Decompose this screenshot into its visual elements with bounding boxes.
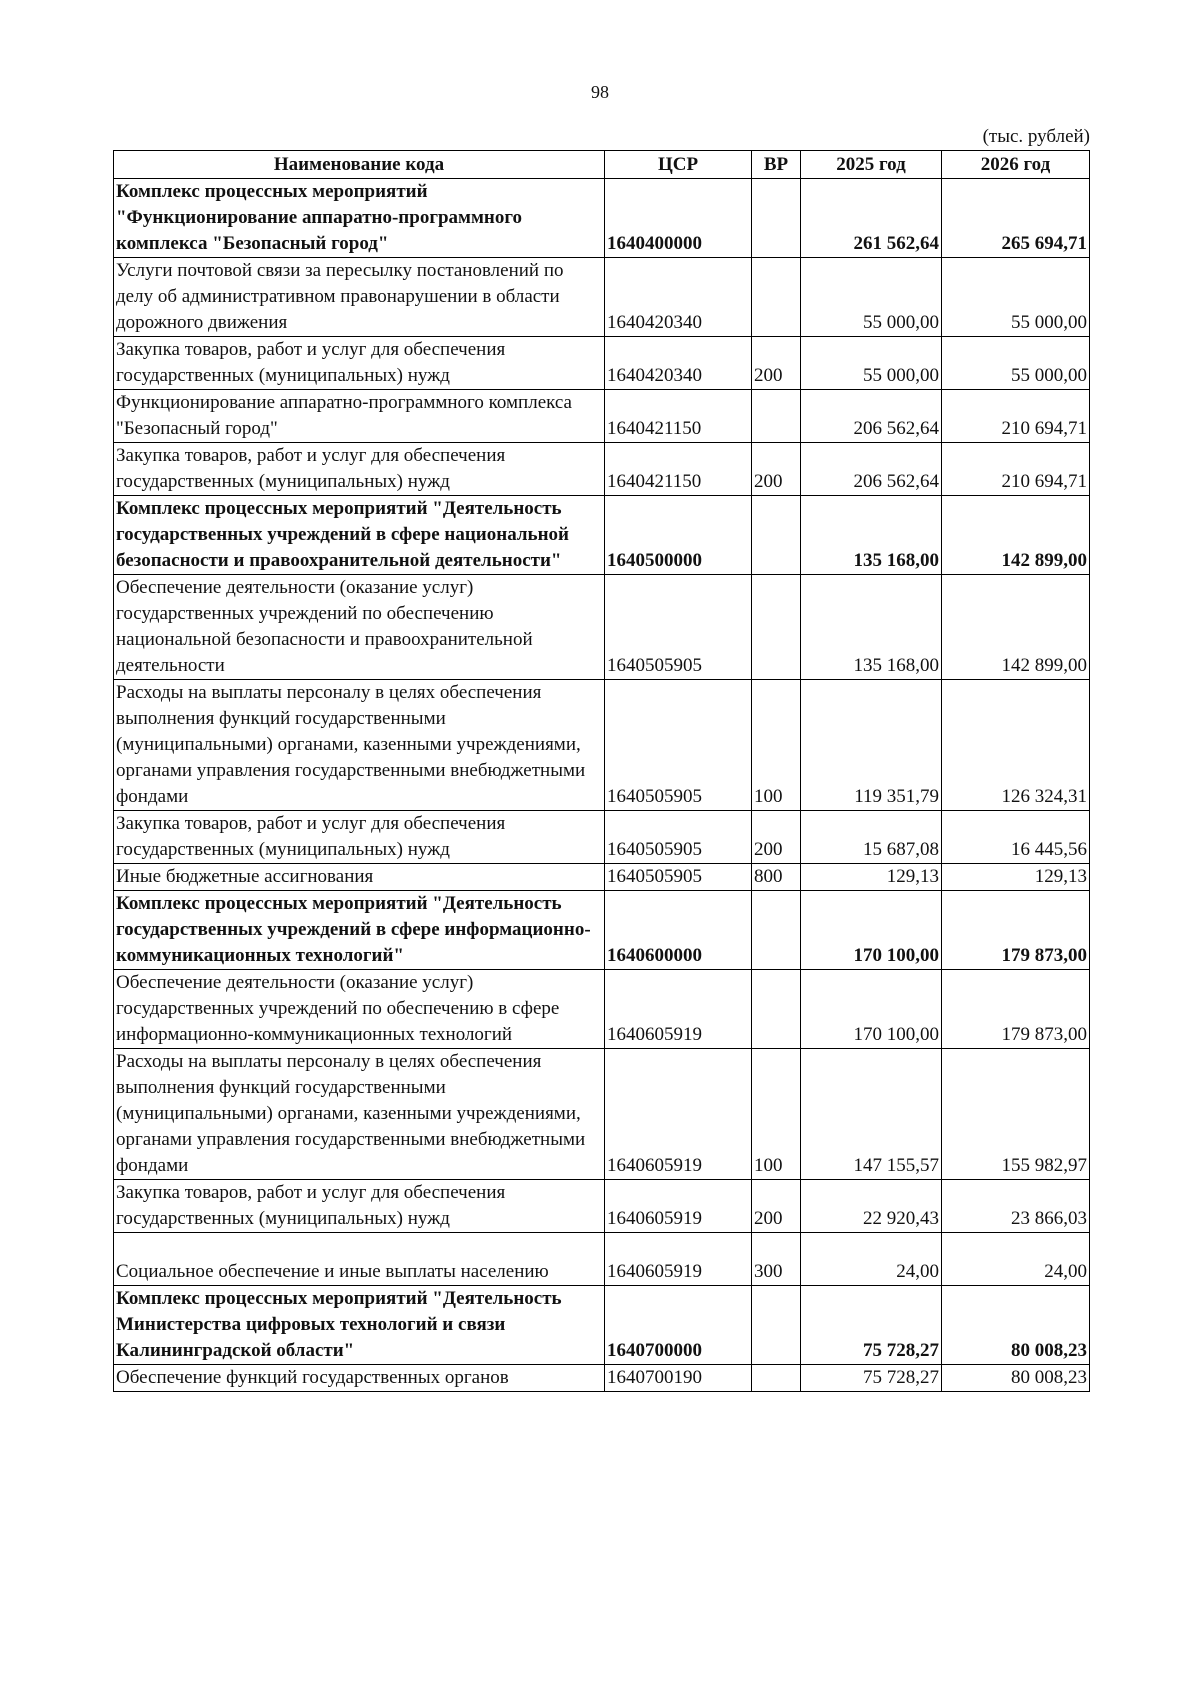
row-csr-cell: 1640600000 xyxy=(605,891,752,970)
header-vr: ВР xyxy=(752,151,801,179)
row-2025-cell: 170 100,00 xyxy=(801,970,942,1049)
table-row xyxy=(114,575,1090,680)
row-2026-cell: 265 694,71 xyxy=(942,179,1090,258)
row-csr-cell: 1640700000 xyxy=(605,1286,752,1365)
row-name-cell: Комплекс процессных мероприятий "Функционирование аппаратно-программного комплекса "Безопасный город" xyxy=(114,179,605,258)
table-row xyxy=(114,496,1090,575)
row-2025-cell: 206 562,64 xyxy=(801,443,942,496)
row-2025-cell: 129,13 xyxy=(801,864,942,891)
row-name-cell: Обеспечение деятельности (оказание услуг) государственных учреждений по обеспечению в сфере информационно-коммуникационных технологий xyxy=(114,970,605,1049)
row-name-cell: Иные бюджетные ассигнования xyxy=(114,864,605,891)
row-name-cell: Обеспечение деятельности (оказание услуг) государственных учреждений по обеспечению национальной безопасности и правоохранительной деятельности xyxy=(114,575,605,680)
row-2026-cell: 155 982,97 xyxy=(942,1049,1090,1180)
table-row xyxy=(114,970,1090,1049)
row-name-cell: Закупка товаров, работ и услуг для обеспечения государственных (муниципальных) нужд xyxy=(114,811,605,864)
row-vr-cell: 200 xyxy=(752,1180,801,1233)
row-vr-cell xyxy=(752,1286,801,1365)
row-name-cell: Социальное обеспечение и иные выплаты населению xyxy=(114,1233,605,1286)
row-2026-cell: 142 899,00 xyxy=(942,575,1090,680)
row-2025-cell: 170 100,00 xyxy=(801,891,942,970)
row-vr-cell xyxy=(752,970,801,1049)
row-2026-cell: 126 324,31 xyxy=(942,680,1090,811)
table-row xyxy=(114,1180,1090,1233)
row-2026-cell: 16 445,56 xyxy=(942,811,1090,864)
row-csr-cell: 1640605919 xyxy=(605,1180,752,1233)
budget-table xyxy=(113,150,1090,1392)
row-name-cell: Функционирование аппаратно-программного комплекса "Безопасный город" xyxy=(114,390,605,443)
row-vr-cell: 200 xyxy=(752,337,801,390)
row-csr-cell: 1640505905 xyxy=(605,680,752,811)
row-vr-cell: 800 xyxy=(752,864,801,891)
row-csr-cell: 1640420340 xyxy=(605,258,752,337)
table-body xyxy=(114,179,1090,1392)
row-2026-cell: 80 008,23 xyxy=(942,1365,1090,1392)
table-row xyxy=(114,1049,1090,1180)
table-row xyxy=(114,258,1090,337)
row-2026-cell: 210 694,71 xyxy=(942,443,1090,496)
table-row xyxy=(114,443,1090,496)
table-header-row xyxy=(114,151,1090,179)
row-vr-cell xyxy=(752,496,801,575)
row-vr-cell: 200 xyxy=(752,811,801,864)
row-name-cell: Обеспечение функций государственных органов xyxy=(114,1365,605,1392)
row-vr-cell xyxy=(752,258,801,337)
row-2025-cell: 206 562,64 xyxy=(801,390,942,443)
row-csr-cell: 1640505905 xyxy=(605,811,752,864)
row-name-cell: Закупка товаров, работ и услуг для обеспечения государственных (муниципальных) нужд xyxy=(114,1180,605,1233)
row-name-cell: Услуги почтовой связи за пересылку постановлений по делу об административном правонарушении в области дорожного движения xyxy=(114,258,605,337)
header-2025: 2025 год xyxy=(801,151,942,179)
row-2025-cell: 135 168,00 xyxy=(801,575,942,680)
header-csr: ЦСР xyxy=(605,151,752,179)
row-2026-cell: 55 000,00 xyxy=(942,258,1090,337)
units-note: (тыс. рублей) xyxy=(982,126,1090,147)
page-number: 98 xyxy=(591,82,609,102)
row-csr-cell: 1640505905 xyxy=(605,575,752,680)
row-2025-cell: 75 728,27 xyxy=(801,1365,942,1392)
table-row xyxy=(114,179,1090,258)
table-row xyxy=(114,1365,1090,1392)
row-vr-cell: 100 xyxy=(752,680,801,811)
row-vr-cell: 200 xyxy=(752,443,801,496)
row-csr-cell: 1640420340 xyxy=(605,337,752,390)
row-csr-cell: 1640421150 xyxy=(605,390,752,443)
table-row xyxy=(114,680,1090,811)
row-2025-cell: 15 687,08 xyxy=(801,811,942,864)
row-csr-cell: 1640700190 xyxy=(605,1365,752,1392)
row-vr-cell xyxy=(752,390,801,443)
row-2026-cell: 129,13 xyxy=(942,864,1090,891)
row-2026-cell: 210 694,71 xyxy=(942,390,1090,443)
table-row xyxy=(114,337,1090,390)
row-name-cell: Комплекс процессных мероприятий "Деятельность государственных учреждений в сфере информационно-коммуникационных технологий" xyxy=(114,891,605,970)
row-vr-cell: 300 xyxy=(752,1233,801,1286)
row-csr-cell: 1640505905 xyxy=(605,864,752,891)
table-row xyxy=(114,390,1090,443)
row-csr-cell: 1640400000 xyxy=(605,179,752,258)
row-csr-cell: 1640605919 xyxy=(605,970,752,1049)
row-2026-cell: 179 873,00 xyxy=(942,970,1090,1049)
table-row xyxy=(114,891,1090,970)
row-2026-cell: 80 008,23 xyxy=(942,1286,1090,1365)
row-2026-cell: 23 866,03 xyxy=(942,1180,1090,1233)
row-name-cell: Закупка товаров, работ и услуг для обеспечения государственных (муниципальных) нужд xyxy=(114,337,605,390)
row-name-cell: Комплекс процессных мероприятий "Деятельность Министерства цифровых технологий и связи Калининградской области" xyxy=(114,1286,605,1365)
row-vr-cell: 100 xyxy=(752,1049,801,1180)
row-vr-cell xyxy=(752,179,801,258)
row-vr-cell xyxy=(752,575,801,680)
row-csr-cell: 1640605919 xyxy=(605,1233,752,1286)
header-2026: 2026 год xyxy=(942,151,1090,179)
row-csr-cell: 1640421150 xyxy=(605,443,752,496)
row-name-cell: Расходы на выплаты персоналу в целях обеспечения выполнения функций государственными (муниципальными) органами, казенными учреждениями, органами управления государственными внебюджетными фондами xyxy=(114,680,605,811)
row-2025-cell: 22 920,43 xyxy=(801,1180,942,1233)
row-csr-cell: 1640500000 xyxy=(605,496,752,575)
row-name-cell: Комплекс процессных мероприятий "Деятельность государственных учреждений в сфере национальной безопасности и правоохранительной деятельности" xyxy=(114,496,605,575)
row-2025-cell: 55 000,00 xyxy=(801,337,942,390)
row-2026-cell: 24,00 xyxy=(942,1233,1090,1286)
table-row xyxy=(114,864,1090,891)
table-row xyxy=(114,1286,1090,1365)
table-row xyxy=(114,811,1090,864)
row-2025-cell: 135 168,00 xyxy=(801,496,942,575)
row-vr-cell xyxy=(752,1365,801,1392)
header-name: Наименование кода xyxy=(114,151,605,179)
row-name-cell: Закупка товаров, работ и услуг для обеспечения государственных (муниципальных) нужд xyxy=(114,443,605,496)
row-2025-cell: 75 728,27 xyxy=(801,1286,942,1365)
row-2026-cell: 142 899,00 xyxy=(942,496,1090,575)
row-2025-cell: 24,00 xyxy=(801,1233,942,1286)
row-2025-cell: 55 000,00 xyxy=(801,258,942,337)
row-vr-cell xyxy=(752,891,801,970)
table-row xyxy=(114,1233,1090,1286)
row-name-cell: Расходы на выплаты персоналу в целях обеспечения выполнения функций государственными (муниципальными) органами, казенными учреждениями, органами управления государственными внебюджетными фондами xyxy=(114,1049,605,1180)
row-2025-cell: 261 562,64 xyxy=(801,179,942,258)
row-2026-cell: 179 873,00 xyxy=(942,891,1090,970)
row-2025-cell: 147 155,57 xyxy=(801,1049,942,1180)
row-2025-cell: 119 351,79 xyxy=(801,680,942,811)
row-csr-cell: 1640605919 xyxy=(605,1049,752,1180)
row-2026-cell: 55 000,00 xyxy=(942,337,1090,390)
